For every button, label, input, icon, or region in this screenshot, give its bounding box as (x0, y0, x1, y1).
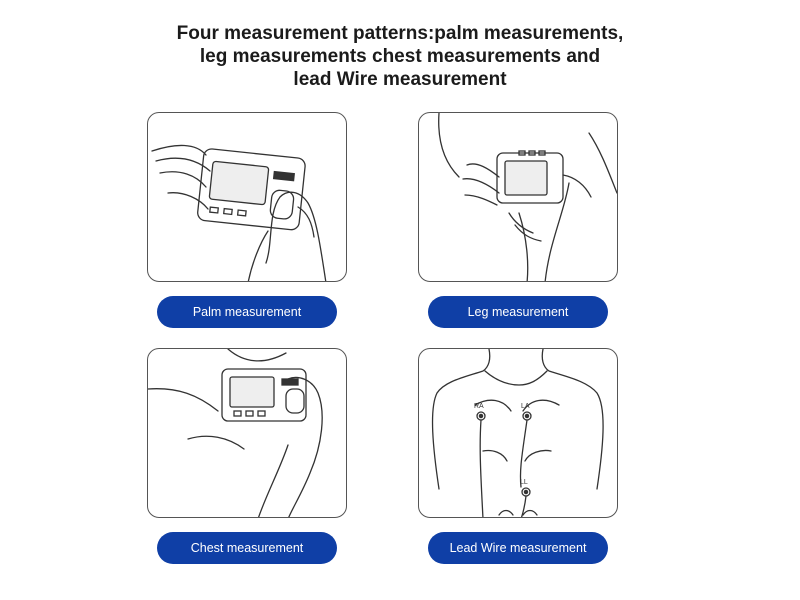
palm-measurement-illustration (147, 112, 347, 282)
electrode-label-ra: RA (474, 403, 484, 410)
chest-measurement-label: Chest measurement (157, 532, 337, 564)
lead-wire-measurement-label: Lead Wire measurement (428, 532, 608, 564)
electrode-label-la: LA (521, 403, 530, 410)
electrode-label-ll: LL (520, 479, 528, 486)
leg-measurement-label: Leg measurement (428, 296, 608, 328)
title-line-1: Four measurement patterns:palm measurements, (176, 23, 624, 44)
chest-measurement-illustration (147, 348, 347, 518)
page-title (100, 22, 700, 91)
leg-measurement-illustration (418, 112, 618, 282)
title-line-2: leg measurements chest measurements and (199, 46, 601, 67)
lead-wire-measurement-illustration (418, 348, 618, 518)
palm-measurement-label: Palm measurement (157, 296, 337, 328)
title-line-3: lead Wire measurement (293, 69, 507, 90)
